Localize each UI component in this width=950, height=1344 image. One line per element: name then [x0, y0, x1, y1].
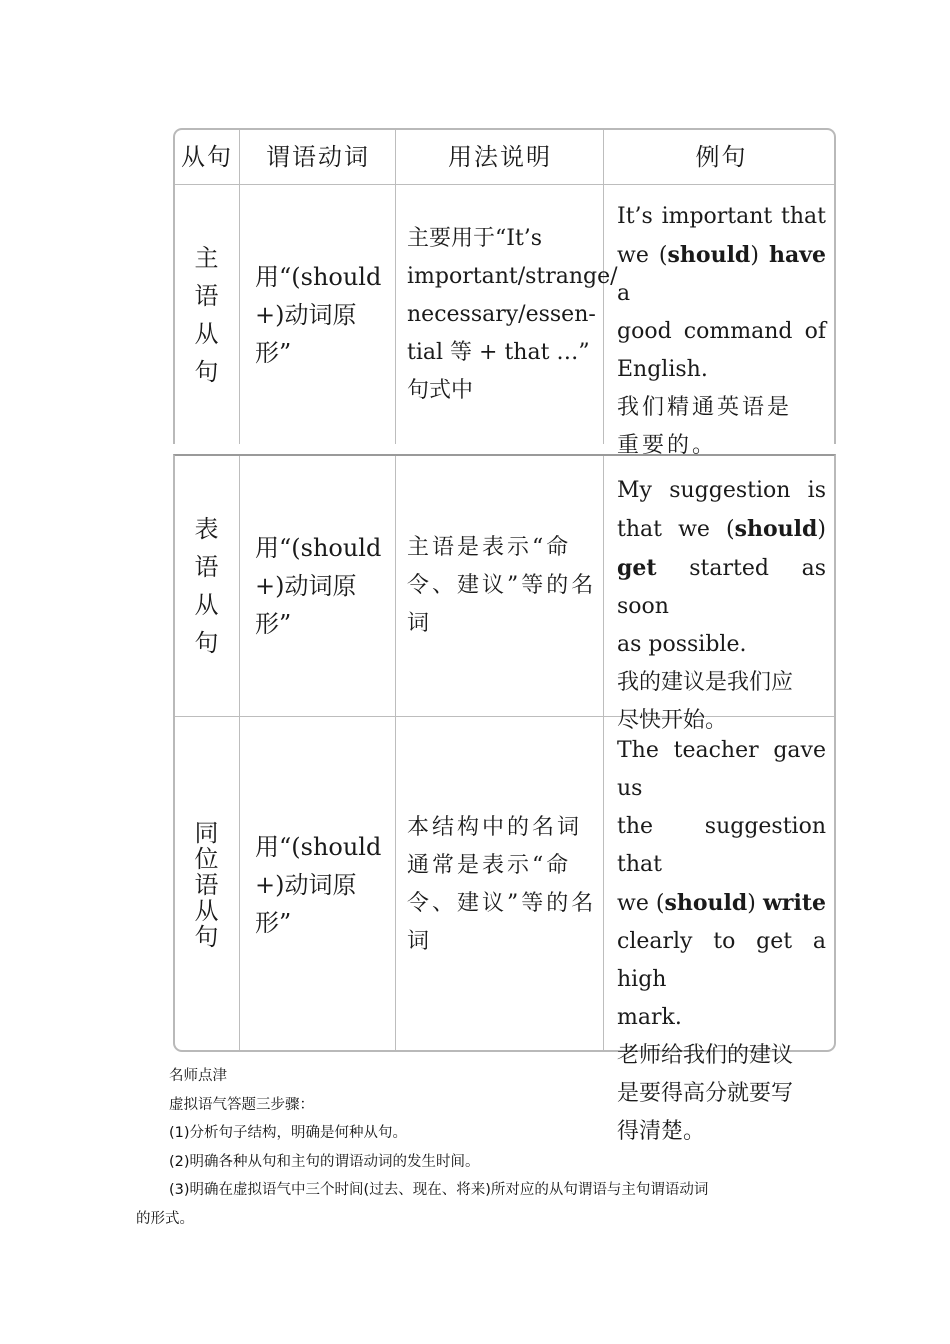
row-usage: 主要用于“It’s important/strange/ necessary/essen- tial 等 + that …” 句式中 [407, 226, 618, 403]
row-usage: 本结构中的名词 通常是表示“命 令、建议”等的名 词 [407, 815, 597, 954]
tips-subtitle: 虚拟语气答题三步骤： [169, 1096, 314, 1113]
row-example: My suggestion is that we (should) get started as soon as possible. 我的建议是我们应 尽快开始。 [617, 478, 826, 733]
row-example: It’s important that we (should) have a good command of English. 我们精通英语是 重要的。 [617, 204, 826, 458]
row-verb: 用“(should +)动词原 形” [255, 263, 382, 367]
row-verb: 用“(should +)动词原 形” [255, 833, 382, 937]
header-example: 例句 [695, 143, 748, 171]
row-clause-predicative: 表语从句 [194, 515, 220, 657]
tips-step: (3)明确在虚拟语气中三个时间(过去、现在、将来)所对应的从句谓语与主句谓语动词 [169, 1182, 709, 1198]
row-verb: 用“(should +)动词原 形” [255, 534, 382, 638]
grammar-table-part-1 [173, 128, 836, 458]
tips-step: (1)分析句子结构，明确是何种从句。 [169, 1125, 408, 1141]
row-clause-appositive: 同位语从句 [194, 819, 220, 951]
column-divider [239, 130, 240, 444]
header-clause: 从句 [181, 143, 233, 171]
row-usage: 主语是表示“命 令、建议”等的名 词 [407, 535, 597, 636]
column-divider [395, 456, 396, 1050]
tips-section [136, 1062, 826, 1233]
tips-title: 名师点津 [169, 1068, 227, 1084]
header-divider [175, 184, 834, 185]
column-divider [395, 130, 396, 444]
column-divider [603, 456, 604, 1050]
header-verb: 谓语动词 [266, 143, 370, 171]
row-clause-subject: 主语从句 [194, 244, 220, 386]
column-divider [239, 456, 240, 1050]
header-usage: 用法说明 [448, 143, 552, 171]
tips-step: (2)明确各种从句和主句的谓语动词的发生时间。 [169, 1153, 480, 1170]
tips-step-continuation: 的形式。 [136, 1210, 194, 1227]
row-example: The teacher gave us the suggestion that we (should) write clearly to get a high mark. 老师给我们的建议 是要得高分就要写 得清楚。 [617, 738, 826, 1144]
